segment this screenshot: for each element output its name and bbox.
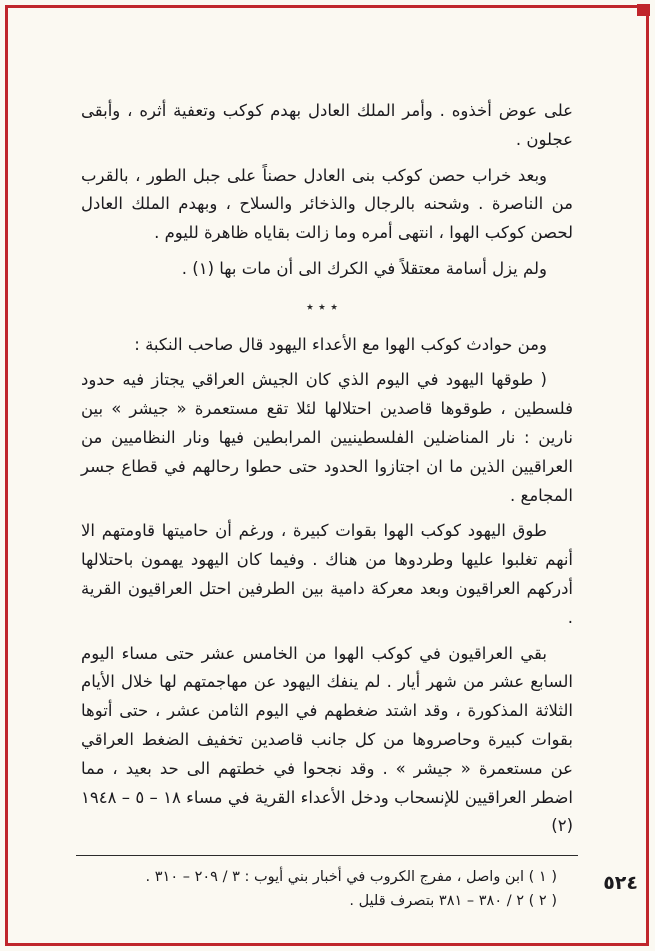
paragraph: ومن حوادث كوكب الهوا مع الأعداء اليهود قال صاحب النكبة :: [134, 334, 547, 354]
section-separator: ٭ ٭ ٭: [306, 298, 338, 315]
footnotes-section: [81, 865, 573, 913]
paragraph: وبعد خراب حصن كوكب بنى العادل حصناً على جبل الطور ، بالقرب من الناصرة . وشحنه بالرجال والذخائر والسلاح ، وبهدم الملك العادل لحصن كوكب الهوا ، انتهى أمره وما زالت بقاياه ظاهرة لليوم .: [81, 165, 573, 243]
paragraph: ولم يزل أسامة معتقلاً في الكرك الى أن مات بها (١) .: [181, 258, 547, 278]
paragraph: على عوض أخذوه . وأمر الملك العادل بهدم كوكب وتعفية أثره ، وأبقى عجلون .: [81, 101, 573, 149]
corner-ink-mark: [637, 4, 650, 16]
footnote: ( ١ ) ابن واصل ، مفرج الكروب في أخبار بني أيوب : ٣ / ٢٠٩ – ٣١٠ .: [145, 869, 557, 886]
footnote-divider: [76, 855, 578, 856]
footnote: ( ٢ ) ٢ / ٣٨٠ – ٣٨١ بتصرف قليل .: [349, 893, 557, 910]
page-number: ٥٢٤: [603, 872, 638, 894]
paragraph: بقي العراقيون في كوكب الهوا من الخامس عشر حتى مساء اليوم السابع عشر من شهر أيار . لم ينفك اليهود عن مهاجمتهم لها خلال الأيام الثلاثة المذكورة ، وقد اشتد ضغطهم في اليوم الثامن عشر ، حتى أتوها بقوات كبيرة وحاصروها من كل جانب قاصدين تخفيف الضغط العراقي عن مستعمرة « جيشر » . وقد نجحوا في خطتهم الى حد بعيد ، مما اضطر العراقيين للإنسحاب ودخل الأعداء القرية في مساء ١٨ – ٥ – ١٩٤٨ (٢): [81, 643, 573, 836]
paragraph: طوق اليهود كوكب الهوا بقوات كبيرة ، ورغم أن حاميتها قاومتهم الا أنهم تغلبوا عليها وطردوها من هناك . وفيما كان اليهود يهمون باحتلالها أدركهم العراقيون وبعد معركة دامية بين الطرفين احتل العراقيون القرية .: [81, 521, 573, 627]
paragraph: ( طوقها اليهود في اليوم الذي كان الجيش العراقي يجتاز فيه حدود فلسطين ، طوقوها قاصدين احتلالها لئلا تقع مستعمرة « جيشر » بين نارين : نار المناضلين الفلسطينيين المرابطين فيها ونار النظاميين من العراقيين الذين ما ان اجتازوا الحدود حتى حطوا رحالهم في قطاع جسر المجامع .: [81, 370, 573, 505]
page-text-block: [81, 97, 573, 913]
